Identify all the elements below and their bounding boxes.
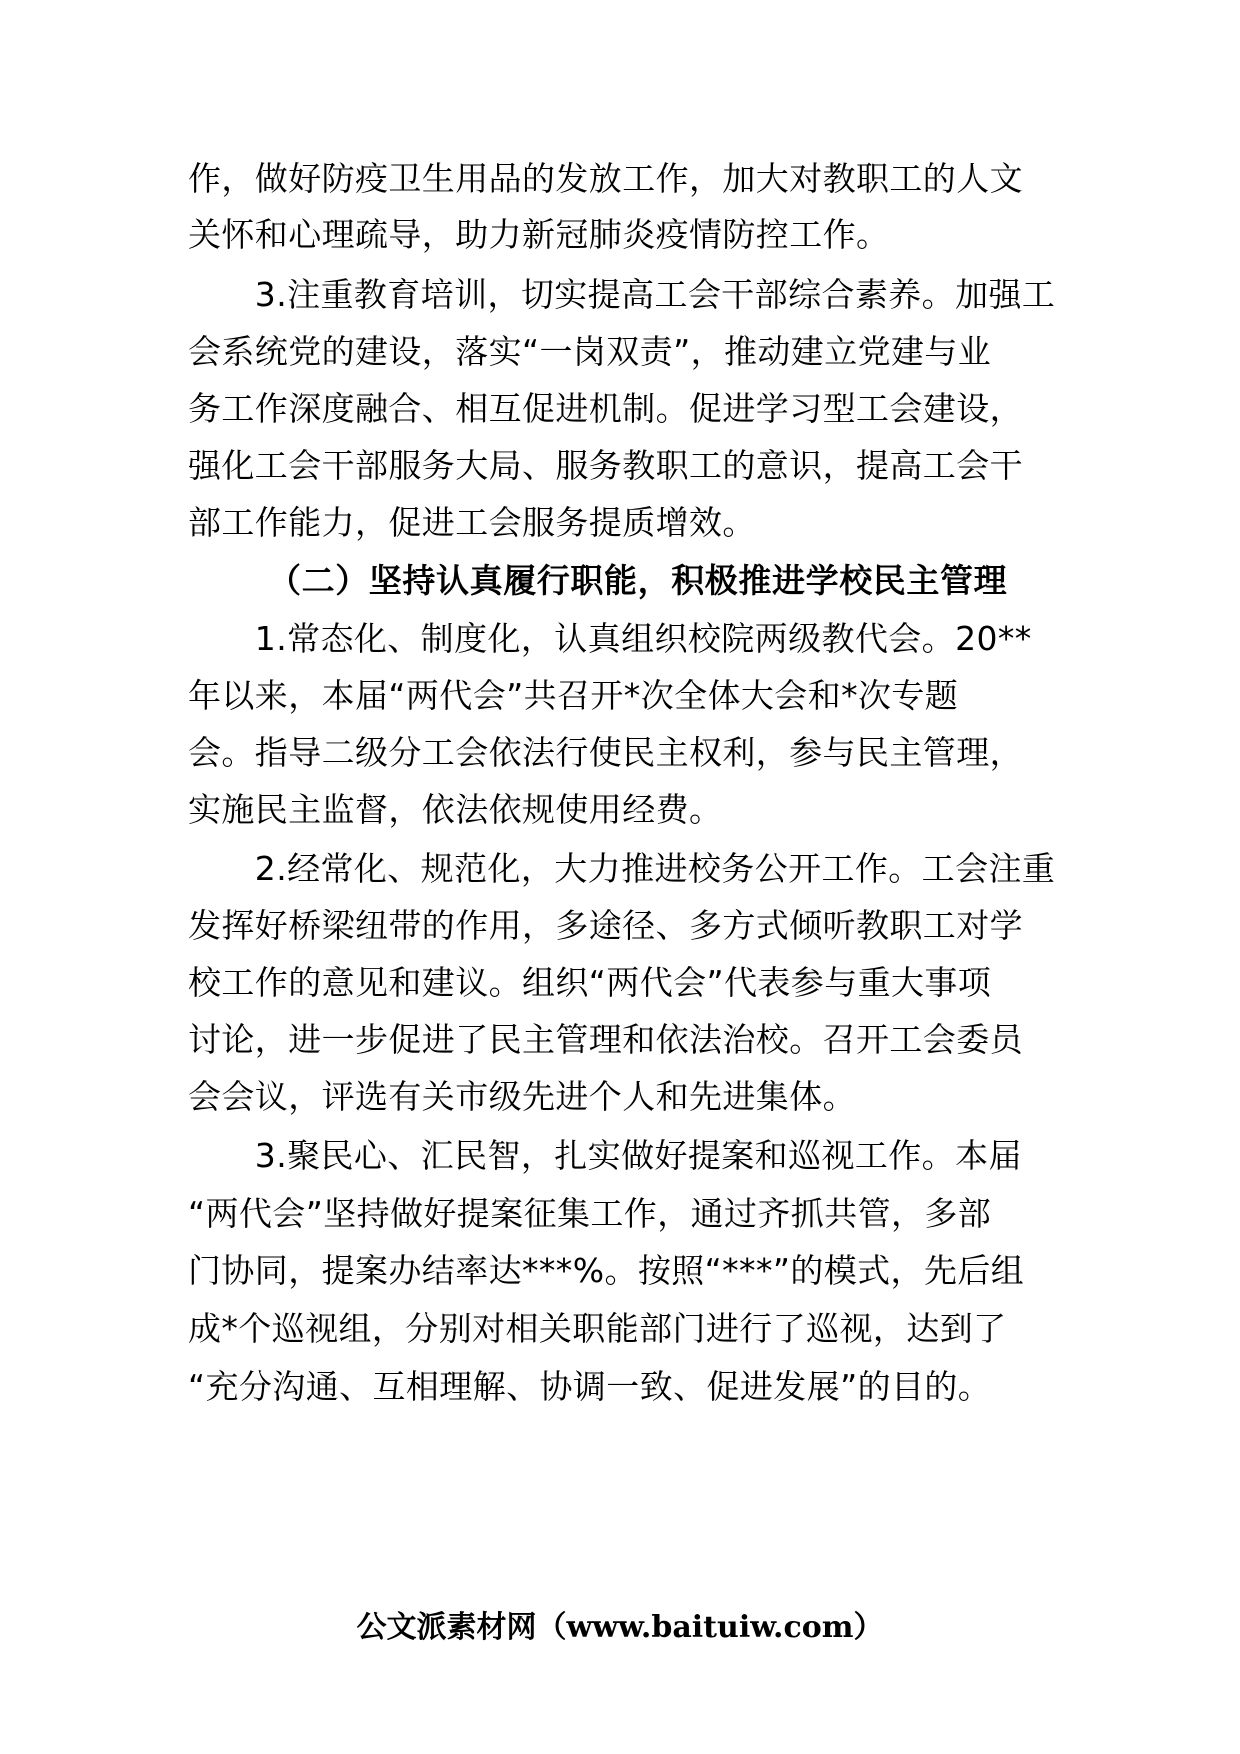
paragraph-line: 讨论，进一步促进了民主管理和依法治校。召开工会委员 <box>188 1020 1023 1059</box>
paragraph-line: 发挥好桥梁纽带的作用，多途径、多方式倾听教职工对学 <box>188 906 1023 945</box>
paragraph-line: 强化工会干部服务大局、服务教职工的意识，提高工会干 <box>188 446 1023 485</box>
paragraph-line: 3.注重教育培训，切实提高工会干部综合素养。加强工 <box>188 275 1056 314</box>
paragraph-line: 年以来，本届“两代会”共召开*次全体大会和*次专题 <box>188 676 959 715</box>
paragraph-line: 校工作的意见和建议。组织“两代会”代表参与重大事项 <box>188 963 992 1002</box>
footer-source-note: 公文派素材网（www.baituiw.com） <box>356 1610 884 1645</box>
paragraph-line: 会。指导二级分工会依法行使民主权利，参与民主管理， <box>188 733 1023 772</box>
paragraph-line: 会系统党的建设，落实“一岗双责”，推动建立党建与业 <box>188 332 992 371</box>
paragraph-line: 关怀和心理疏导，助力新冠肺炎疫情防控工作。 <box>188 215 890 254</box>
paragraph-line: 成*个巡视组，分别对相关职能部门进行了巡视，达到了 <box>188 1309 1007 1348</box>
paragraph-line: 实施民主监督，依法依规使用经费。 <box>188 790 723 829</box>
paragraph-line: 1.常态化、制度化，认真组织校院两级教代会。20** <box>188 619 1032 658</box>
paragraph-line: 部工作能力，促进工会服务提质增效。 <box>188 503 756 542</box>
paragraph-line: 作，做好防疫卫生用品的发放工作，加大对教职工的人文 <box>188 159 1023 198</box>
paragraph-line: 务工作深度融合、相互促进机制。促进学习型工会建设， <box>188 389 1023 428</box>
paragraph-line: 门协同，提案办结率达***%。按照“***”的模式，先后组 <box>188 1251 1025 1290</box>
section-heading: （二）坚持认真履行职能，积极推进学校民主管理 <box>268 561 1008 600</box>
paragraph-line: 会会议，评选有关市级先进个人和先进集体。 <box>188 1077 856 1116</box>
paragraph-line: 3.聚民心、汇民智，扎实做好提案和巡视工作。本届 <box>188 1136 1022 1175</box>
paragraph-line: “两代会”坚持做好提案征集工作，通过齐抓共管，多部 <box>188 1194 992 1233</box>
paragraph-line: “充分沟通、互相理解、协调一致、促进发展”的目的。 <box>188 1367 992 1406</box>
paragraph-line: 2.经常化、规范化，大力推进校务公开工作。工会注重 <box>188 849 1056 888</box>
